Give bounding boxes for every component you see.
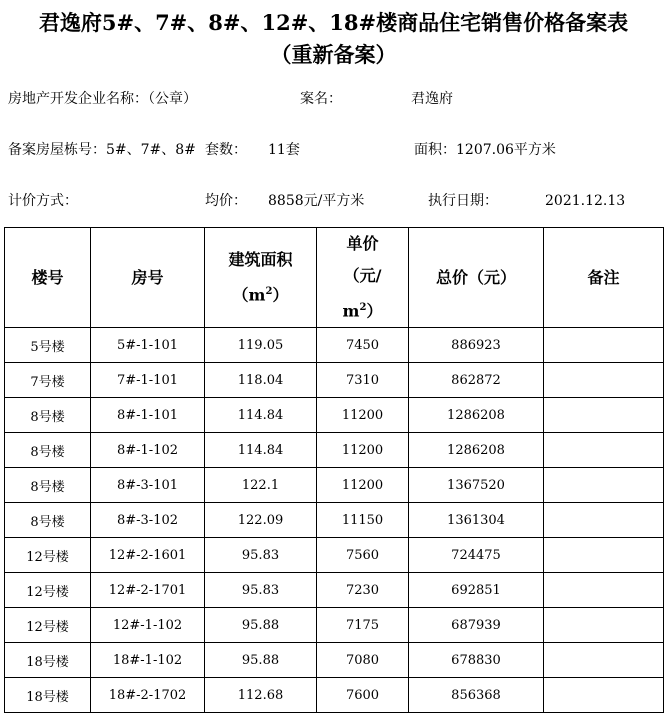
cell-total: 1361304 (409, 503, 544, 538)
cell-building: 18号楼 (5, 643, 91, 678)
header-area-close: ） (272, 285, 289, 305)
cell-building: 18号楼 (5, 678, 91, 713)
table-row (5, 433, 664, 468)
cell-room: 12#-2-1701 (91, 573, 205, 608)
header-area (205, 228, 317, 328)
cell-remark (544, 643, 664, 678)
cell-remark (544, 608, 664, 643)
table-row (5, 538, 664, 573)
cell-total: 1286208 (409, 433, 544, 468)
cell-building: 5号楼 (5, 328, 91, 363)
header-area-sup: 2 (265, 286, 273, 297)
cell-remark (544, 433, 664, 468)
header-price-sup: 2 (359, 302, 367, 313)
cell-total: 862872 (409, 363, 544, 398)
area-label: 面积：1207.06平方米 (414, 142, 556, 158)
cell-area: 95.83 (205, 573, 317, 608)
avg-label: 均价： (205, 193, 247, 209)
cell-price: 11150 (317, 503, 409, 538)
header-price (317, 228, 409, 328)
table-row (5, 398, 664, 433)
table-row (5, 608, 664, 643)
date-value: 2021.12.13 (545, 193, 626, 209)
cell-room: 12#-2-1601 (91, 538, 205, 573)
cell-room: 8#-3-102 (91, 503, 205, 538)
cell-total: 1286208 (409, 398, 544, 433)
date-label: 执行日期： (428, 193, 498, 209)
table-row (5, 468, 664, 503)
header-price-line3: m (342, 301, 360, 321)
cell-area: 114.84 (205, 433, 317, 468)
table-row (5, 363, 664, 398)
case-label: 案名： (300, 91, 342, 107)
header-price-close: ） (366, 301, 383, 321)
cell-room: 8#-3-101 (91, 468, 205, 503)
cell-building: 12号楼 (5, 608, 91, 643)
cell-area: 122.09 (205, 503, 317, 538)
cell-price: 11200 (317, 398, 409, 433)
units-label: 套数： (205, 142, 247, 158)
cell-total: 692851 (409, 573, 544, 608)
buildings-label: 备案房屋栋号：5#、7#、8# (8, 142, 196, 158)
cell-total: 1367520 (409, 468, 544, 503)
cell-area: 114.84 (205, 398, 317, 433)
cell-price: 11200 (317, 433, 409, 468)
header-area-line2: （m (232, 285, 266, 305)
header-building: 楼号 (5, 228, 91, 328)
cell-room: 12#-1-102 (91, 608, 205, 643)
cell-room: 18#-1-102 (91, 643, 205, 678)
cell-price: 7560 (317, 538, 409, 573)
case-value: 君逸府 (411, 91, 453, 107)
cell-total: 856368 (409, 678, 544, 713)
document-subtitle: （重新备案） (270, 42, 397, 67)
cell-price: 7230 (317, 573, 409, 608)
cell-room: 18#-2-1702 (91, 678, 205, 713)
cell-building: 8号楼 (5, 398, 91, 433)
cell-price: 7600 (317, 678, 409, 713)
header-room: 房号 (91, 228, 205, 328)
cell-building: 7号楼 (5, 363, 91, 398)
cell-remark (544, 503, 664, 538)
table-row (5, 678, 664, 713)
cell-room: 5#-1-101 (91, 328, 205, 363)
cell-area: 112.68 (205, 678, 317, 713)
price-table (4, 227, 664, 713)
cell-room: 8#-1-101 (91, 398, 205, 433)
cell-area: 119.05 (205, 328, 317, 363)
table-row (5, 573, 664, 608)
cell-total: 678830 (409, 643, 544, 678)
header-price-line2: （元/ (343, 266, 382, 285)
cell-price: 7310 (317, 363, 409, 398)
cell-building: 8号楼 (5, 503, 91, 538)
developer-label: 房地产开发企业名称：（公章） (8, 91, 197, 107)
table-row (5, 643, 664, 678)
avg-value: 8858元/平方米 (268, 193, 365, 209)
header-area-line1: 建筑面积 (228, 250, 293, 269)
cell-building: 8号楼 (5, 433, 91, 468)
header-price-line1: 单价 (346, 234, 379, 253)
header-total: 总价（元） (409, 228, 544, 328)
cell-remark (544, 573, 664, 608)
cell-remark (544, 398, 664, 433)
cell-remark (544, 363, 664, 398)
pricing-label: 计价方式： (8, 193, 78, 209)
cell-area: 118.04 (205, 363, 317, 398)
cell-price: 7450 (317, 328, 409, 363)
cell-price: 7080 (317, 643, 409, 678)
cell-total: 886923 (409, 328, 544, 363)
table-row (5, 328, 664, 363)
cell-building: 12号楼 (5, 573, 91, 608)
cell-total: 687939 (409, 608, 544, 643)
cell-building: 8号楼 (5, 468, 91, 503)
cell-remark (544, 468, 664, 503)
table-row (5, 503, 664, 538)
cell-area: 95.83 (205, 538, 317, 573)
cell-remark (544, 328, 664, 363)
cell-area: 95.88 (205, 608, 317, 643)
cell-building: 12号楼 (5, 538, 91, 573)
cell-price: 7175 (317, 608, 409, 643)
cell-remark (544, 678, 664, 713)
table-header-row (5, 228, 664, 328)
cell-area: 122.1 (205, 468, 317, 503)
cell-price: 11200 (317, 468, 409, 503)
cell-total: 724475 (409, 538, 544, 573)
cell-remark (544, 538, 664, 573)
document-title: 君逸府5#、7#、8#、12#、18#楼商品住宅销售价格备案表 (38, 10, 629, 35)
cell-area: 95.88 (205, 643, 317, 678)
cell-room: 7#-1-101 (91, 363, 205, 398)
cell-room: 8#-1-102 (91, 433, 205, 468)
units-value: 11套 (268, 142, 300, 158)
header-remark: 备注 (544, 228, 664, 328)
